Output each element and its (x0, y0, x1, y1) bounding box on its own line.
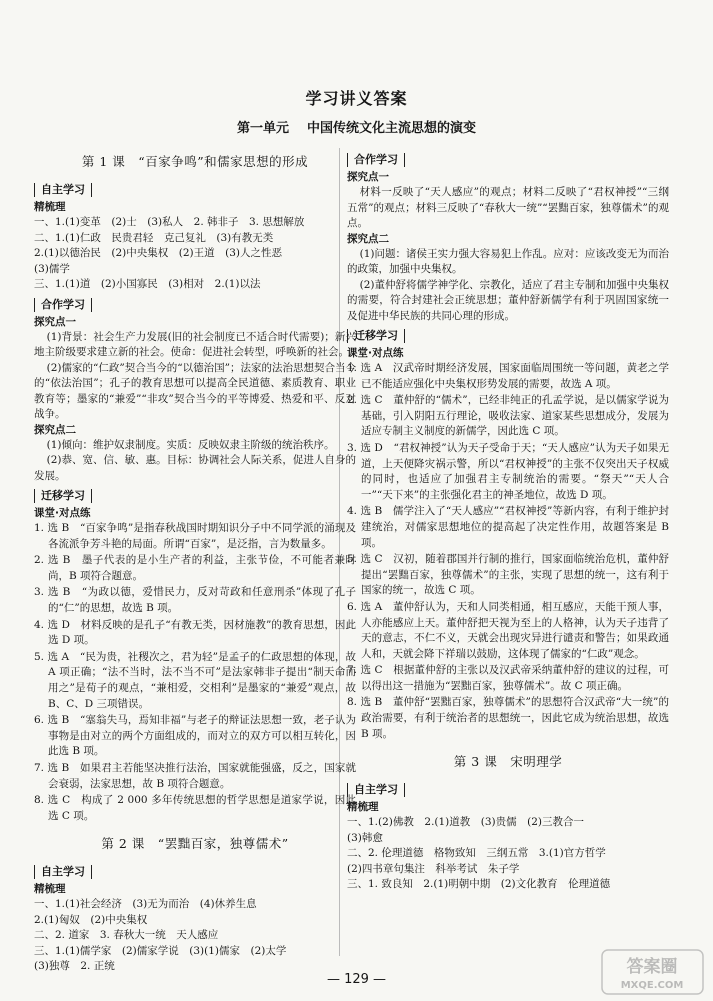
lesson-2-title: 第 2 课 “罢黜百家，独尊儒术” (101, 836, 289, 852)
mc-answer: 5. 选 C 汉初，随着郡国并行制的推行，国家面临统治危机，董仲舒提出“罢黜百家，独尊儒术”的主张，实现了思想的统一，这有利于国家的统一，故选 C 项。 (347, 553, 669, 597)
answer-line: 一、1.(1)社会经济 (3)无为而治 (4)休养生息 (34, 898, 257, 911)
mc-answer: 3. 选 B “为政以德，爱惜民力，反对苛政和任意刑杀”体现了孔子的“仁”的思想，故选 B 项。 (34, 586, 356, 614)
answer-line: 二、1.(1)仁政 民贵君轻 克己复礼 (3)有教无类 (34, 231, 274, 244)
mc-answer: 3. 选 D “君权神授”认为天子受命于天；“天人感应”认为天子如果无道，上天便降灾祸示警，所以“君权神授”的主张不仅突出天子权威的同时，也适应了加强君主专制统治的需要。“祭天”“天人合一”“天下来”的主张强化君主的神圣地位，故选 D 项。 (347, 441, 669, 501)
section-hezuo-xuexi: 合作学习 (34, 298, 92, 312)
sub-jingshuli-2: 精梳理 (34, 883, 66, 896)
answer-line: (3)韩愈 (347, 831, 383, 844)
unit-name: 中国传统文化主流思想的演变 (307, 121, 477, 136)
answer-line: (2)四书章句集注 科举考试 朱子学 (347, 862, 520, 875)
watermark-logo (600, 948, 705, 996)
answer-line: 三、1.(1)儒学家 (2)儒家学说 (3)(1)儒家 (2)太学 (34, 944, 287, 957)
answer-line: 三、1. 致良知 2.(1)明朝中期 (2)文化教育 伦理道德 (347, 878, 611, 891)
paragraph: (1)问题：诸侯王实力强大容易犯上作乱。应对：应该改变无为而治的政策，加强中央集权。 (347, 247, 669, 275)
mc-answer: 8. 选 C 构成了 2 000 多年传统思想的哲学思想是道家学说，因此选 C 项。 (34, 794, 356, 822)
page-number: — 129 — (326, 972, 387, 987)
answer-line: 二、2. 伦理道德 格物致知 三纲五常 3.(1)官方哲学 (347, 847, 606, 860)
sub-tanjiu-2: 探究点二 (34, 423, 76, 436)
paragraph: (2)儒家的“仁政”契合当今的“以德治国”；法家的法治思想契合当今的“依法治国”；孔子的教育思想可以提高全民道德、素质教育、职业教育等；墨家的“兼爱”“非攻”契合当今的平等博爱、热爱和平、反对战争。 (34, 361, 356, 420)
sub-ketang-r: 课堂·对点练 (347, 347, 404, 359)
mc-answer: 5. 选 A “民为贵，社稷次之，君为轻”是孟子的仁政思想的体现，故 A 项正确；“法不当时，法不当不可”是法家韩非子提出“制天命而用之”是荀子的观点，“兼相爱，交相利”是墨家的“兼爱”观点，故 B、C、D 三项错误。 (34, 650, 356, 710)
sub-tanjiu-1-r: 探究点一 (347, 171, 389, 183)
section-zizhu-xuexi-2: 自主学习 (34, 865, 92, 879)
answer-line: 2.(1)匈奴 (2)中央集权 (34, 913, 148, 926)
sub-tanjiu-2-r: 探究点二 (347, 232, 389, 245)
sub-tanjiu-1: 探究点一 (34, 315, 76, 328)
paragraph: (2)恭、宽、信、敏、惠。目标：协调社会人际关系，促进人自身的发展。 (34, 454, 356, 482)
sub-ketang: 课堂·对点练 (34, 507, 91, 519)
lesson-3-title: 第 3 课 宋明理学 (453, 754, 563, 770)
answer-line: 一、1.(2)佛教 2.(1)道教 (3)贵儒 (2)三教合一 (347, 816, 585, 829)
section-qianyi-xuexi: 迁移学习 (34, 489, 92, 503)
unit-title (0, 117, 713, 136)
watermark-text-cn: 答案圈 (626, 957, 678, 977)
mc-answer: 6. 选 A 董仲舒认为，天和人同类相通，相互感应，天能干预人事，人亦能感应上天。董仲舒把天视为至上的人格神，认为天子违背了天的意志，不仁不义，天就会出现灾异进行谴责和警告；如果政通人和，天就会降下祥瑞以鼓励，这体现了儒家的“仁政”观念。 (347, 600, 669, 660)
section-hezuo-xuexi-r: 合作学习 (347, 153, 405, 167)
watermark-text-en: MXQE.COM (620, 980, 684, 991)
answer-line: 三、1.(1)道 (2)小国寡民 (3)相对 2.(1)以法 (34, 278, 261, 290)
sub-jingshuli: 精梳理 (34, 201, 66, 213)
mc-answer: 4. 选 B 儒学注入了“天人感应”“君权神授”等新内容，有利于维护封建统治，对儒家思想地位的提高起了决定性作用，故题答案是 B 项。 (347, 505, 669, 549)
mc-answer: 2. 选 B 墨子代表的是小生产者的利益，主张节俭，不可能者兼时尚，B 项符合题意。 (34, 554, 356, 582)
paragraph: (1)倾向：维护奴隶制度。实质：反映奴隶主阶级的统治秩序。 (46, 438, 335, 451)
paragraph: (1)背景：社会生产力发展(旧的社会制度已不适合时代需要)；新兴地主阶级要求建立新的社会。使命：促进社会转型，呼唤新的社会。 (34, 330, 356, 358)
mc-answer: 2. 选 C 董仲舒的“儒术”，已经非纯正的孔孟学说，是以儒家学说为基础，引入阴阳五行理论，吸收法家、道家某些思想成分，发展为适应专制主义制度的新儒学，因此选 C 项。 (347, 394, 669, 438)
answer-line: 2.(1)以德治民 (2)中央集权 (2)王道 (3)人之性恶 (34, 247, 283, 259)
section-qianyi-xuexi-r: 迁移学习 (347, 329, 405, 343)
mc-answer: 7. 选 B 如果君主若能坚决推行法治，国家就能强盛，反之，国家就会衰弱，法家思想，故 B 项符合题意。 (34, 761, 356, 790)
mc-answer: 8. 选 B 董仲舒“罢黜百家，独尊儒术”的思想符合汉武帝“大一统”的政治需要，有利于统治者的思想统一，因此它成为统治思想，故选 B 项。 (347, 696, 669, 740)
answer-line: 一、1.(1)变革 (2)士 (3)私人 2. 韩非子 3. 思想解放 (34, 216, 305, 228)
mc-answer: 1. 选 B “百家争鸣”是指春秋战国时期知识分子中不同学派的涌现及各流派争芳斗艳的局面。所谓“百家”，是泛指，言为数量多。 (34, 522, 356, 550)
lesson-1-title: 第 1 课 “百家争鸣”和儒家思想的形成 (81, 154, 309, 169)
unit-label: 第一单元 (236, 121, 289, 136)
mc-answer: 6. 选 B “塞翁失马，焉知非福”与老子的辩证法思想一致，老子认为事物是由对立的两个方面组成的，而对立的双方可以相互转化，因此选 B 项。 (34, 714, 356, 758)
mc-answer: 4. 选 D 材料反映的是孔子“有教无类，因材施教”的教育思想，因此选 D 项。 (34, 618, 356, 647)
mc-answer: 1. 选 A 汉武帝时期经济发展，国家面临周围统一等问题，黄老之学已不能适应强化中央集权形势发展的需要，故选 A 项。 (347, 362, 669, 390)
left-column (34, 148, 356, 975)
section-zizhu-xuexi: 自主学习 (34, 183, 92, 197)
page-title: 学习讲义答案 (305, 89, 408, 108)
sub-jingshuli-3: 精梳理 (347, 801, 379, 814)
paragraph: 材料一反映了“天人感应”的观点；材料二反映了“君权神授”“三纲五常”的观点；材料三反映了“春秋大一统”“罢黜百家，独尊儒术”的观点。 (347, 186, 669, 229)
answer-line: (3)独尊 2. 正统 (34, 960, 115, 973)
answer-line: (3)儒学 (34, 262, 70, 275)
mc-answer: 7. 选 C 根据董仲舒的主张以及汉武帝采纳董仲舒的建议的过程，可以得出这一措施为“罢黜百家，独尊儒术”。故 C 项正确。 (347, 664, 669, 692)
paragraph: (2)董仲舒将儒学神学化、宗教化，适应了君主专制和加强中央集权的需要，符合封建社会正统思想；董仲舒新儒学有利于巩固国家统一及促进中华民族的共同心理的形成。 (347, 278, 669, 322)
answer-line: 二、2. 道家 3. 春秋大一统 天人感应 (34, 929, 219, 942)
right-column (347, 148, 669, 893)
section-zizhu-xuexi-3: 自主学习 (347, 783, 405, 797)
